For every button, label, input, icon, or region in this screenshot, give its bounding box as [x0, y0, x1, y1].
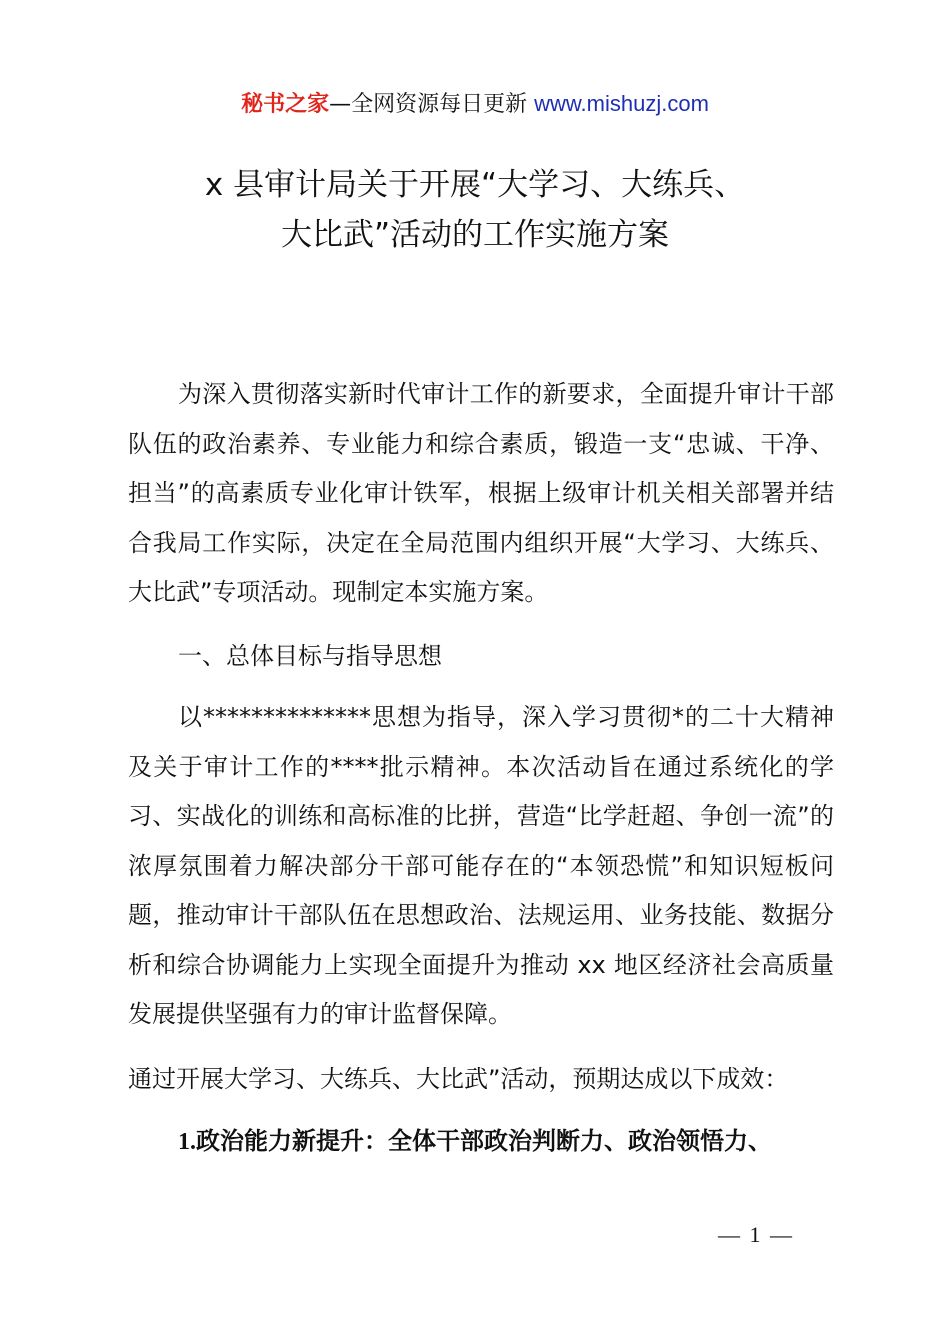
document-title — [0, 160, 950, 260]
list-item-1-text: 政治能力新提升：全体干部政治判断力、政治领悟力、 — [196, 1127, 772, 1155]
expected-results-paragraph: 通过开展大学习、大练兵、大比武”活动，预期达成以下成效： — [128, 1065, 789, 1093]
page-number: — 1 — — [718, 1222, 794, 1247]
site-banner — [0, 88, 950, 121]
guiding-paragraph: 以**************思想为指导，深入学习贯彻*的二十大精神及关于审计工作的****批示精神。本次活动旨在通过系统化的学习、实战化的训练和高标准的比拼，营造“比学赶超、争创一流”的浓厚氛围着力解决部分干部可能存在的“本领恐慌”和知识短板问题，推动审计干部队伍在思想政治、法规运用、业务技能、数据分析和综合协调能力上实现全面提升为推动 xx 地区经济社会高质量发展提供坚强有力的审计监督保障。 — [128, 703, 834, 1028]
list-item-1-number: 1. — [178, 1129, 196, 1155]
list-item-1 — [128, 1117, 834, 1168]
title-line-2: 大比武”活动的工作实施方案 — [280, 217, 670, 253]
intro-paragraph: 为深入贯彻落实新时代审计工作的新要求，全面提升审计干部队伍的政治素养、专业能力和综合素质，锻造一支“忠诚、干净、担当”的高素质专业化审计铁军，根据上级审计机关相关部署并结合我局工作实际，决定在全局范围内组织开展“大学习、大练兵、大比武”专项活动。现制定本实施方案。 — [128, 380, 834, 606]
brand-name: 秘书之家 — [241, 92, 330, 117]
section-heading-1: 一、总体目标与指导思想 — [178, 642, 442, 670]
title-line-1: x 县审计局关于开展“大学习、大练兵、 — [204, 167, 746, 203]
banner-url[interactable]: www.mishuzj.com — [534, 91, 709, 116]
banner-slogan: —全网资源每日更新 — [329, 92, 535, 117]
